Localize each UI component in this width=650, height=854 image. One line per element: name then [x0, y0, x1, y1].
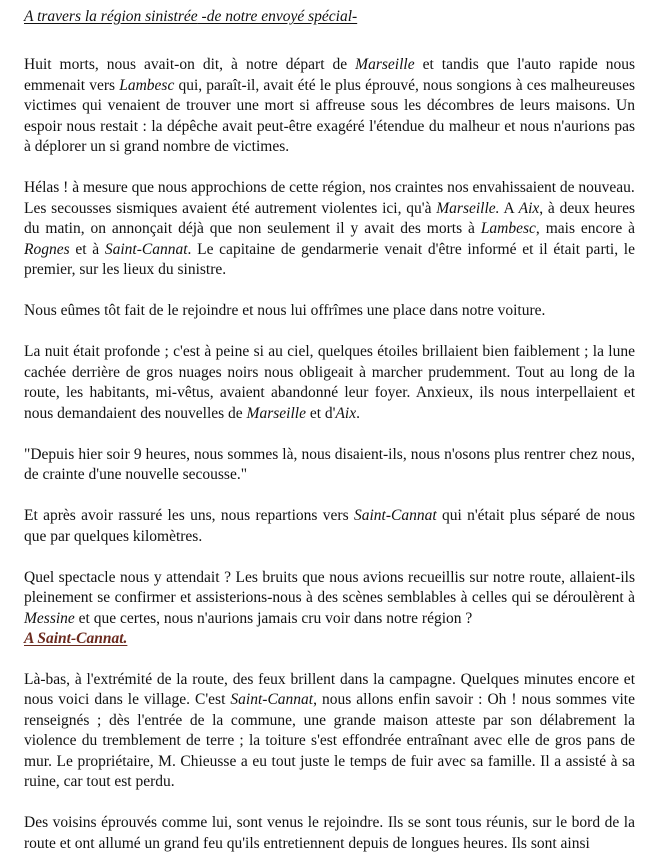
- place-name: Saint-Cannat: [230, 691, 314, 708]
- text-run: qui, paraît-il, avait été le plus éprouvé, nous songions à ces malheureuses victimes qui venaient de trouver une mort si affreuse sous les décombres de leurs maisons. Un espoir nous restait : la dépêche avait peut-être exagéré l'étendue du malheur et nous n'aurions pas à déplorer un si grand nombre de victimes.: [24, 76, 635, 155]
- place-name: Lambesc: [480, 220, 536, 237]
- paragraph: [24, 813, 635, 854]
- text-run: Nous eûmes tôt fait de le rejoindre et nous lui offrîmes une place dans notre voiture.: [24, 302, 546, 319]
- text-run: Les secousses sismiques avaient été autrement violentes ici, qu'à: [24, 199, 437, 217]
- text-run: , à deux heures du matin, on annonçait déjà que non seulement il y avait des morts à: [24, 199, 635, 237]
- place-name: Messine: [24, 609, 75, 627]
- place-name: Marseille: [246, 404, 306, 422]
- place-name: Marseille.: [436, 199, 500, 217]
- text-run: Quel spectacle nous y attendait ? Les bruits que nous avions recueillis sur notre route, allaient-ils pleinement se confirmer et assisterions-nous à des scènes semblables à celles qui se déroulèrent à: [24, 568, 635, 606]
- paragraph: [24, 670, 635, 793]
- text-run: Hélas ! à mesure que nous approchions de cette région, nos craintes nos envahissaient de nouveau.: [24, 179, 635, 196]
- text-run: A: [499, 199, 519, 217]
- paragraph: [24, 301, 635, 322]
- text-run: et que certes, nous n'aurions jamais cru voir dans notre région ?: [74, 609, 473, 627]
- text-run: et à: [69, 240, 105, 258]
- place-name: Marseille: [355, 56, 415, 73]
- place-name: Rognes: [24, 240, 70, 258]
- paragraph: [24, 342, 635, 424]
- article-title-text: A travers la région sinistrée -de notre envoyé spécial-: [24, 8, 358, 25]
- paragraph: [24, 199, 635, 281]
- paragraph: [24, 568, 635, 630]
- text-run: . Le capitaine de gendarmerie venait d'être informé et il était parti, le premier, sur les lieux du sinistre.: [24, 240, 635, 278]
- text-run: Là-bas, à l'extrémité de la route, des feux brillent dans la campagne. Quelques minutes encore et nous voici dans le village. C'est: [24, 670, 635, 708]
- text-run: , nous allons enfin savoir : Oh ! nous sommes vite renseignés ; dès l'entrée de la commune, une grande maison atteste par son délabrement la violence du tremblement de terre ; la toiture s'est effondrée entraînant avec elle de gros pans de mur. Le propriétaire, M. Chieusse a eu tout juste le temps de fuir avec sa famille. Il a assisté à sa ruine, car tout est perdu.: [24, 691, 635, 790]
- text-run: qui n'était plus séparé de nous que par quelques kilomètres.: [24, 507, 635, 545]
- place-name: Saint-Cannat: [353, 507, 437, 524]
- article-title: [24, 7, 635, 27]
- article: [24, 7, 635, 854]
- section-subheading: A Saint-Cannat.: [24, 630, 128, 647]
- text-run: La nuit était profonde ; c'est à peine si au ciel, quelques étoiles brillaient bien faiblement ; la lune cachée derrière de gros nuages noirs nous obligeait à marcher prudemment. Tout au long de la route, les habitants, mi-vêtus, avaient abandonné leur foyer. Anxieux, ils nous interpellaient et nous demandaient des nouvelles de: [24, 343, 635, 422]
- text-run: , mais encore à: [535, 220, 635, 237]
- text-run: Des voisins éprouvés comme lui, sont venus le rejoindre. Ils se sont tous réunis, sur le bord de la route et ont allumé un grand feu qu'ils entretiennent depuis de longues heures. Ils sont ainsi: [24, 814, 635, 852]
- text-run: Et après avoir rassuré les uns, nous repartions vers: [24, 507, 354, 524]
- text-run: .: [356, 404, 360, 422]
- paragraph: [24, 178, 635, 199]
- place-name: Lambesc: [119, 76, 175, 94]
- place-name: Saint-Cannat: [104, 240, 188, 258]
- place-name: Aix: [518, 199, 540, 217]
- place-name: Aix: [335, 404, 357, 422]
- text-run: Huit morts, nous avait-on dit, à notre départ de: [24, 56, 356, 73]
- paragraph: [24, 506, 635, 547]
- text-run: et d': [305, 404, 336, 422]
- paragraph: [24, 445, 635, 486]
- text-run: "Depuis hier soir 9 heures, nous sommes là, nous disaient-ils, nous n'osons plus rentrer chez nous, de crainte d'une nouvelle secousse.": [24, 445, 635, 483]
- text-run: et tandis que l'auto rapide nous emmenait vers: [24, 56, 635, 94]
- paragraph: [24, 55, 635, 158]
